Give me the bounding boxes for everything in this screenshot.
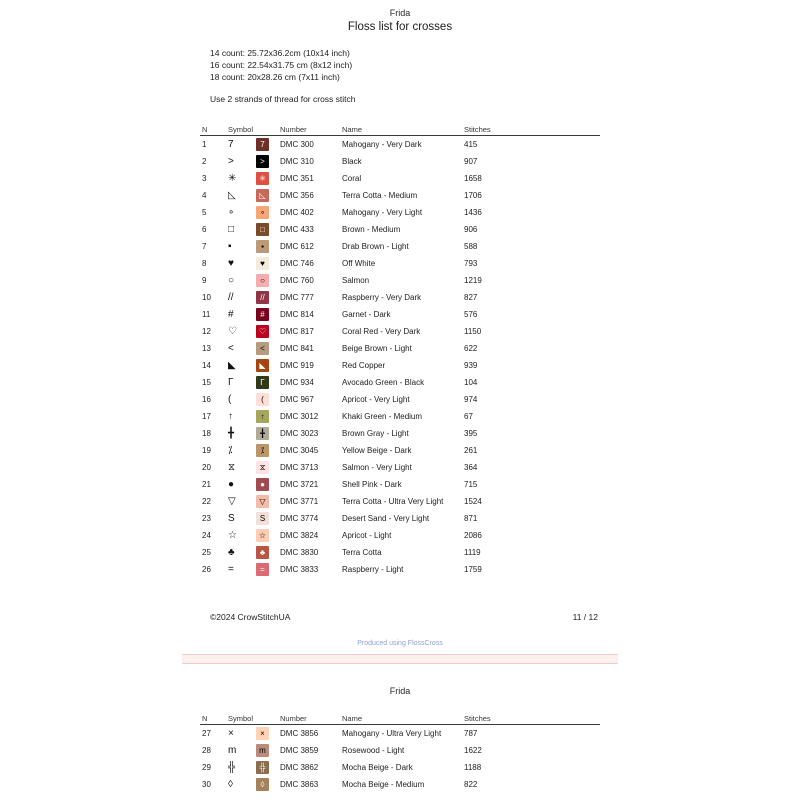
table-row	[200, 425, 600, 442]
produced-by-line	[0, 639, 800, 648]
symbol-glyph: ⧖	[228, 461, 236, 473]
page-heading: Floss list for crosses	[347, 21, 453, 33]
table-row	[200, 136, 600, 153]
table-header-page2	[200, 710, 600, 725]
table-row	[200, 391, 600, 408]
stitch-count: 364	[464, 463, 478, 472]
floss-name: Rosewood - Light	[342, 746, 405, 755]
color-swatch: m	[256, 744, 269, 757]
table-row	[200, 725, 600, 742]
page1-content	[200, 47, 600, 623]
color-swatch: ◣	[256, 359, 269, 372]
dmc-number: DMC 356	[280, 191, 314, 200]
header-cell-number: Number	[280, 125, 307, 134]
row-number: 13	[202, 344, 211, 353]
floss-name: Mocha Beige - Medium	[342, 780, 425, 789]
floss-table-page1	[200, 121, 600, 578]
table-row	[200, 510, 600, 527]
flosscross-link[interactable]: Produced using FlossCross	[357, 640, 443, 647]
floss-name: Terra Cotta - Ultra Very Light	[342, 497, 444, 506]
table-row	[200, 153, 600, 170]
floss-name: Brown - Medium	[342, 225, 401, 234]
table-row	[200, 759, 600, 776]
color-swatch: =	[256, 563, 269, 576]
floss-name: Terra Cotta - Medium	[342, 191, 418, 200]
stitch-count: 1188	[464, 763, 482, 772]
header-cell-number: Number	[280, 714, 307, 723]
row-number: 17	[202, 412, 211, 421]
stitch-count: 104	[464, 378, 478, 387]
row-number: 28	[202, 746, 211, 755]
row-number: 24	[202, 531, 211, 540]
symbol-glyph: ◣	[228, 359, 236, 371]
dmc-number: DMC 3045	[280, 446, 319, 455]
symbol-glyph: ∘	[228, 206, 235, 218]
dmc-number: DMC 3721	[280, 480, 319, 489]
header-cell-name: Name	[342, 125, 363, 134]
dmc-number: DMC 3859	[280, 746, 319, 755]
table-row	[200, 561, 600, 578]
stitch-count: 588	[464, 242, 478, 251]
color-swatch: ☆	[256, 529, 269, 542]
symbol-glyph: 7	[228, 138, 234, 150]
table-row	[200, 374, 600, 391]
floss-name: Beige Brown - Light	[342, 344, 412, 353]
symbol-glyph: ×	[228, 727, 234, 739]
color-swatch: Γ	[256, 376, 269, 389]
stitch-count: 1759	[464, 565, 482, 574]
header-cell-n: N	[202, 714, 208, 723]
stitch-count: 827	[464, 293, 478, 302]
symbol-glyph: ♥	[228, 257, 234, 269]
table-row	[200, 187, 600, 204]
color-swatch: 7	[256, 138, 269, 151]
table-row	[200, 289, 600, 306]
dmc-number: DMC 3833	[280, 565, 319, 574]
symbol-glyph: ●	[228, 478, 235, 490]
dmc-number: DMC 3771	[280, 497, 319, 506]
stitch-count: 1219	[464, 276, 482, 285]
floss-name: Garnet - Dark	[342, 310, 391, 319]
row-number: 1	[202, 140, 207, 149]
dmc-number: DMC 351	[280, 174, 314, 183]
dmc-number: DMC 746	[280, 259, 314, 268]
stitch-count: 1622	[464, 746, 482, 755]
row-number: 27	[202, 729, 211, 738]
color-swatch: #	[256, 308, 269, 321]
row-number: 7	[202, 242, 207, 251]
table-row	[200, 544, 600, 561]
dmc-number: DMC 433	[280, 225, 314, 234]
symbol-glyph: ○	[228, 274, 235, 286]
row-number: 12	[202, 327, 211, 336]
header-cell-name: Name	[342, 714, 363, 723]
symbol-glyph: #	[228, 308, 234, 320]
symbol-glyph: S	[228, 512, 235, 524]
stitch-count: 907	[464, 157, 478, 166]
stitch-count: 787	[464, 729, 478, 738]
symbol-glyph: ♡	[228, 325, 237, 337]
color-swatch: ○	[256, 274, 269, 287]
stitch-count: 576	[464, 310, 478, 319]
stitch-count: 67	[464, 412, 473, 421]
symbol-glyph: =	[228, 563, 234, 575]
symbol-glyph: □	[228, 223, 235, 235]
floss-name: Apricot - Very Light	[342, 395, 410, 404]
table-row	[200, 527, 600, 544]
page1-doc-title: Frida	[389, 8, 411, 18]
floss-name: Desert Sand - Very Light	[342, 514, 430, 523]
dmc-number: DMC 612	[280, 242, 314, 251]
stitch-count: 1150	[464, 327, 482, 336]
floss-name: Yellow Beige - Dark	[342, 446, 412, 455]
floss-name: Off White	[342, 259, 376, 268]
stitch-count: 822	[464, 780, 478, 789]
symbol-glyph: ☆	[228, 529, 237, 541]
row-number: 6	[202, 225, 207, 234]
dmc-number: DMC 3012	[280, 412, 319, 421]
dmc-number: DMC 3862	[280, 763, 319, 772]
table-row	[200, 340, 600, 357]
table-row	[200, 442, 600, 459]
dmc-number: DMC 934	[280, 378, 314, 387]
color-swatch: ⧖	[256, 461, 269, 474]
table-header-page1	[200, 121, 600, 136]
stitch-count: 715	[464, 480, 478, 489]
row-number: 29	[202, 763, 211, 772]
row-number: 5	[202, 208, 207, 217]
dmc-number: DMC 967	[280, 395, 314, 404]
row-number: 16	[202, 395, 211, 404]
stitch-count: 622	[464, 344, 478, 353]
symbol-glyph: ◊	[228, 778, 233, 790]
dmc-number: DMC 814	[280, 310, 314, 319]
floss-name: Salmon - Very Light	[342, 463, 412, 472]
table-row	[200, 493, 600, 510]
page2-content	[200, 710, 600, 793]
floss-name: Raspberry - Very Dark	[342, 293, 422, 302]
table-row	[200, 221, 600, 238]
floss-name: Mahogany - Very Light	[342, 208, 423, 217]
floss-name: Terra Cotta	[342, 548, 382, 557]
dmc-number: DMC 760	[280, 276, 314, 285]
stitch-count: 1524	[464, 497, 482, 506]
dmc-number: DMC 919	[280, 361, 314, 370]
dmc-number: DMC 3856	[280, 729, 319, 738]
floss-name: Drab Brown - Light	[342, 242, 409, 251]
page2-doc-title: Frida	[389, 686, 411, 696]
stitch-count: 261	[464, 446, 478, 455]
dmc-number: DMC 3023	[280, 429, 319, 438]
row-number: 19	[202, 446, 211, 455]
stitch-count: 2086	[464, 531, 482, 540]
color-swatch: (	[256, 393, 269, 406]
table-body-page2	[200, 725, 600, 793]
symbol-glyph: ╋	[228, 427, 235, 439]
color-swatch: ♡	[256, 325, 269, 338]
copyright-text: ©2024 CrowStitchUA	[210, 612, 291, 622]
symbol-glyph: ◺	[228, 189, 236, 201]
table-row	[200, 170, 600, 187]
floss-name: Khaki Green - Medium	[342, 412, 423, 421]
table-row	[200, 204, 600, 221]
row-number: 22	[202, 497, 211, 506]
floss-name: Shell Pink - Dark	[342, 480, 402, 489]
color-swatch: ▽	[256, 495, 269, 508]
color-swatch: ◊	[256, 778, 269, 791]
symbol-glyph: ✳	[228, 172, 237, 184]
color-swatch: ↑	[256, 410, 269, 423]
header-cell-symbol: Symbol	[228, 714, 254, 723]
row-number: 30	[202, 780, 211, 789]
row-number: 21	[202, 480, 211, 489]
symbol-glyph: ⁒	[228, 444, 233, 456]
color-swatch: ▪	[256, 240, 269, 253]
row-number: 3	[202, 174, 207, 183]
table-row	[200, 408, 600, 425]
floss-name: Mahogany - Ultra Very Light	[342, 729, 442, 738]
table-row	[200, 238, 600, 255]
row-number: 15	[202, 378, 211, 387]
color-swatch: //	[256, 291, 269, 304]
row-number: 26	[202, 565, 211, 574]
floss-name: Mocha Beige - Dark	[342, 763, 413, 772]
stitch-count: 974	[464, 395, 478, 404]
color-swatch: ♥	[256, 257, 269, 270]
symbol-glyph: ▪	[228, 240, 232, 252]
symbol-glyph: >	[228, 155, 234, 167]
floss-name: Coral	[342, 174, 362, 183]
table-row	[200, 459, 600, 476]
symbol-glyph: m	[228, 744, 237, 756]
table-row	[200, 306, 600, 323]
header-cell-stitches: Stitches	[464, 125, 491, 134]
header-cell-symbol: Symbol	[228, 125, 254, 134]
symbol-glyph: ♣	[228, 546, 235, 558]
color-swatch: ×	[256, 727, 269, 740]
color-swatch: ●	[256, 478, 269, 491]
symbol-glyph: (	[228, 393, 232, 405]
row-number: 2	[202, 157, 207, 166]
table-row	[200, 323, 600, 340]
color-swatch: ◺	[256, 189, 269, 202]
table-row	[200, 255, 600, 272]
dmc-number: DMC 841	[280, 344, 314, 353]
color-swatch: ♣	[256, 546, 269, 559]
stitch-count: 415	[464, 140, 478, 149]
size-line-18: 18 count: 20x28.26 cm (7x11 inch)	[210, 72, 340, 82]
table-row	[200, 357, 600, 374]
table-row	[200, 776, 600, 793]
row-number: 23	[202, 514, 211, 523]
symbol-glyph: Γ	[228, 376, 234, 388]
dmc-number: DMC 310	[280, 157, 314, 166]
color-swatch: ∘	[256, 206, 269, 219]
dmc-number: DMC 3713	[280, 463, 319, 472]
color-swatch: □	[256, 223, 269, 236]
symbol-glyph: //	[228, 291, 234, 303]
floss-name: Red Copper	[342, 361, 386, 370]
dmc-number: DMC 817	[280, 327, 314, 336]
dmc-number: DMC 300	[280, 140, 314, 149]
header-cell-stitches: Stitches	[464, 714, 491, 723]
stitch-count: 395	[464, 429, 478, 438]
floss-name: Apricot - Light	[342, 531, 392, 540]
color-swatch: ╬	[256, 761, 269, 774]
table-row	[200, 272, 600, 289]
color-swatch: ╋	[256, 427, 269, 440]
table-row	[200, 742, 600, 759]
color-swatch: <	[256, 342, 269, 355]
page-number: 11 / 12	[572, 612, 598, 622]
floss-name: Salmon	[342, 276, 370, 285]
header-cell-n: N	[202, 125, 208, 134]
strands-note: Use 2 strands of thread for cross stitch	[210, 94, 356, 104]
size-info-block	[200, 47, 600, 83]
color-swatch: ⁒	[256, 444, 269, 457]
row-number: 25	[202, 548, 211, 557]
row-number: 11	[202, 310, 211, 319]
row-number: 14	[202, 361, 211, 370]
page1-footer	[200, 612, 600, 623]
color-swatch: >	[256, 155, 269, 168]
floss-name: Mahogany - Very Dark	[342, 140, 422, 149]
row-number: 10	[202, 293, 211, 302]
floss-name: Black	[342, 157, 362, 166]
symbol-glyph: ▽	[228, 495, 236, 507]
symbol-glyph: <	[228, 342, 234, 354]
row-number: 20	[202, 463, 211, 472]
symbol-glyph: ↑	[228, 410, 233, 422]
stitch-count: 871	[464, 514, 478, 523]
size-line-16: 16 count: 22.54x31.75 cm (8x12 inch)	[210, 60, 353, 70]
dmc-number: DMC 3830	[280, 548, 319, 557]
row-number: 4	[202, 191, 207, 200]
row-number: 8	[202, 259, 207, 268]
stitch-count: 1119	[464, 548, 481, 557]
table-body-page1	[200, 136, 600, 578]
table-row	[200, 476, 600, 493]
row-number: 9	[202, 276, 207, 285]
dmc-number: DMC 777	[280, 293, 314, 302]
symbol-glyph: ╬	[228, 761, 236, 773]
stitch-count: 906	[464, 225, 478, 234]
stitch-count: 1658	[464, 174, 482, 183]
stitch-count: 939	[464, 361, 478, 370]
dmc-number: DMC 402	[280, 208, 314, 217]
floss-name: Coral Red - Very Dark	[342, 327, 421, 336]
floss-name: Raspberry - Light	[342, 565, 404, 574]
stitch-count: 1706	[464, 191, 482, 200]
stitch-count: 1436	[464, 208, 482, 217]
size-line-14: 14 count: 25.72x36.2cm (10x14 inch)	[210, 48, 350, 58]
stitch-count: 793	[464, 259, 478, 268]
dmc-number: DMC 3774	[280, 514, 319, 523]
color-swatch: S	[256, 512, 269, 525]
dmc-number: DMC 3824	[280, 531, 319, 540]
dmc-number: DMC 3863	[280, 780, 319, 789]
floss-table-page2	[200, 710, 600, 793]
row-number: 18	[202, 429, 211, 438]
floss-name: Avocado Green - Black	[342, 378, 425, 387]
page-separator	[182, 654, 618, 664]
color-swatch: ✳	[256, 172, 269, 185]
floss-name: Brown Gray - Light	[342, 429, 409, 438]
